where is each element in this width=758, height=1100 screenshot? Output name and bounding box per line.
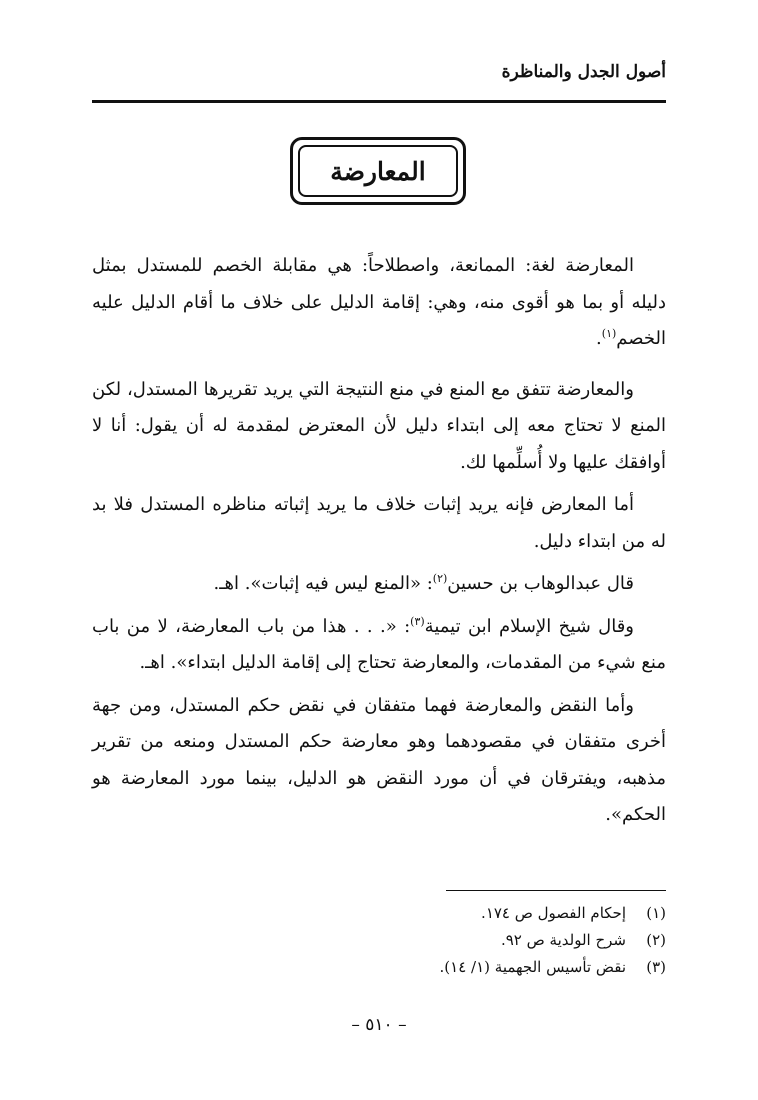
paragraph [92,688,666,834]
footnote-ref[interactable]: (١) [601,327,617,340]
body-text [92,248,666,848]
footnote-ref[interactable]: (٢) [432,572,448,585]
page-number: – ٥١٠ – [351,1015,407,1035]
paragraph [92,609,666,682]
chapter-title: المعارضة [298,145,458,197]
header-rule [92,100,666,103]
chapter-title-frame [290,137,466,205]
running-head: أصول الجدل والمناظرة [501,62,666,82]
paragraph-text: قال عبدالوهاب بن حسين [447,573,634,594]
paragraph-text: والمعارضة تتفق مع المنع في منع النتيجة التي يريد تقريرها المستدل، لكن المنع لا تحتاج معه إلى ابتداء دليل لأن المعترض لمقدمة له أن يقول: أنا لا أوافقك عليها ولا أُسلِّمها لك. [92,378,666,473]
paragraph-text: : «المنع ليس فيه إثبات». اهـ. [213,573,433,594]
paragraph [92,372,666,482]
footnote [92,954,666,981]
paragraph-text: وقال شيخ الإسلام ابن تيمية [424,615,634,637]
footnote-number: (١) [646,904,666,922]
footnote [92,927,666,954]
paragraph-text: المعارضة لغة: الممانعة، واصطلاحاً: هي مقابلة الخصم للمستدل بمثل دليله أو بما هو أقوى منه، وهي: إقامة الدليل على خلاف ما أقام الدليل عليه الخصم [92,255,666,349]
footnote [92,900,666,927]
footnote-text: إحكام الفصول ص ١٧٤. [481,904,626,922]
paragraph [92,487,666,560]
footnote-ref[interactable]: (٣) [410,614,425,628]
footnote-text: نقض تأسيس الجهمية (١/ ١٤). [439,958,626,976]
footnotes [92,900,666,981]
paragraph-text: أما المعارض فإنه يريد إثبات خلاف ما يريد إثباته مناظره المستدل فلا بد له من ابتداء دليل. [92,494,666,552]
paragraph [92,566,666,603]
paragraph [92,248,666,358]
paragraph-text: : «. . . هذا من باب المعارضة، لا من باب منع شيء من المقدمات، والمعارضة تحتاج إلى إقامة الدليل ابتداء». اهـ. [92,615,666,673]
footnote-number: (٢) [646,931,666,949]
paragraph-text: . [596,328,602,349]
footnote-text: شرح الولدية ص ٩٢. [500,931,626,949]
paragraph-text: وأما النقض والمعارضة فهما متفقان في نقض حكم المستدل، ومن جهة أخرى متفقان في مقصودهما وهو معارضة حكم المستدل ومنعه من تقرير مذهبه، ويفترقان في أن مورد النقض هو الدليل، بينما مورد المعارضة هو الحكم». [92,694,666,825]
footnote-number: (٣) [646,958,666,976]
footnote-rule [446,890,666,891]
